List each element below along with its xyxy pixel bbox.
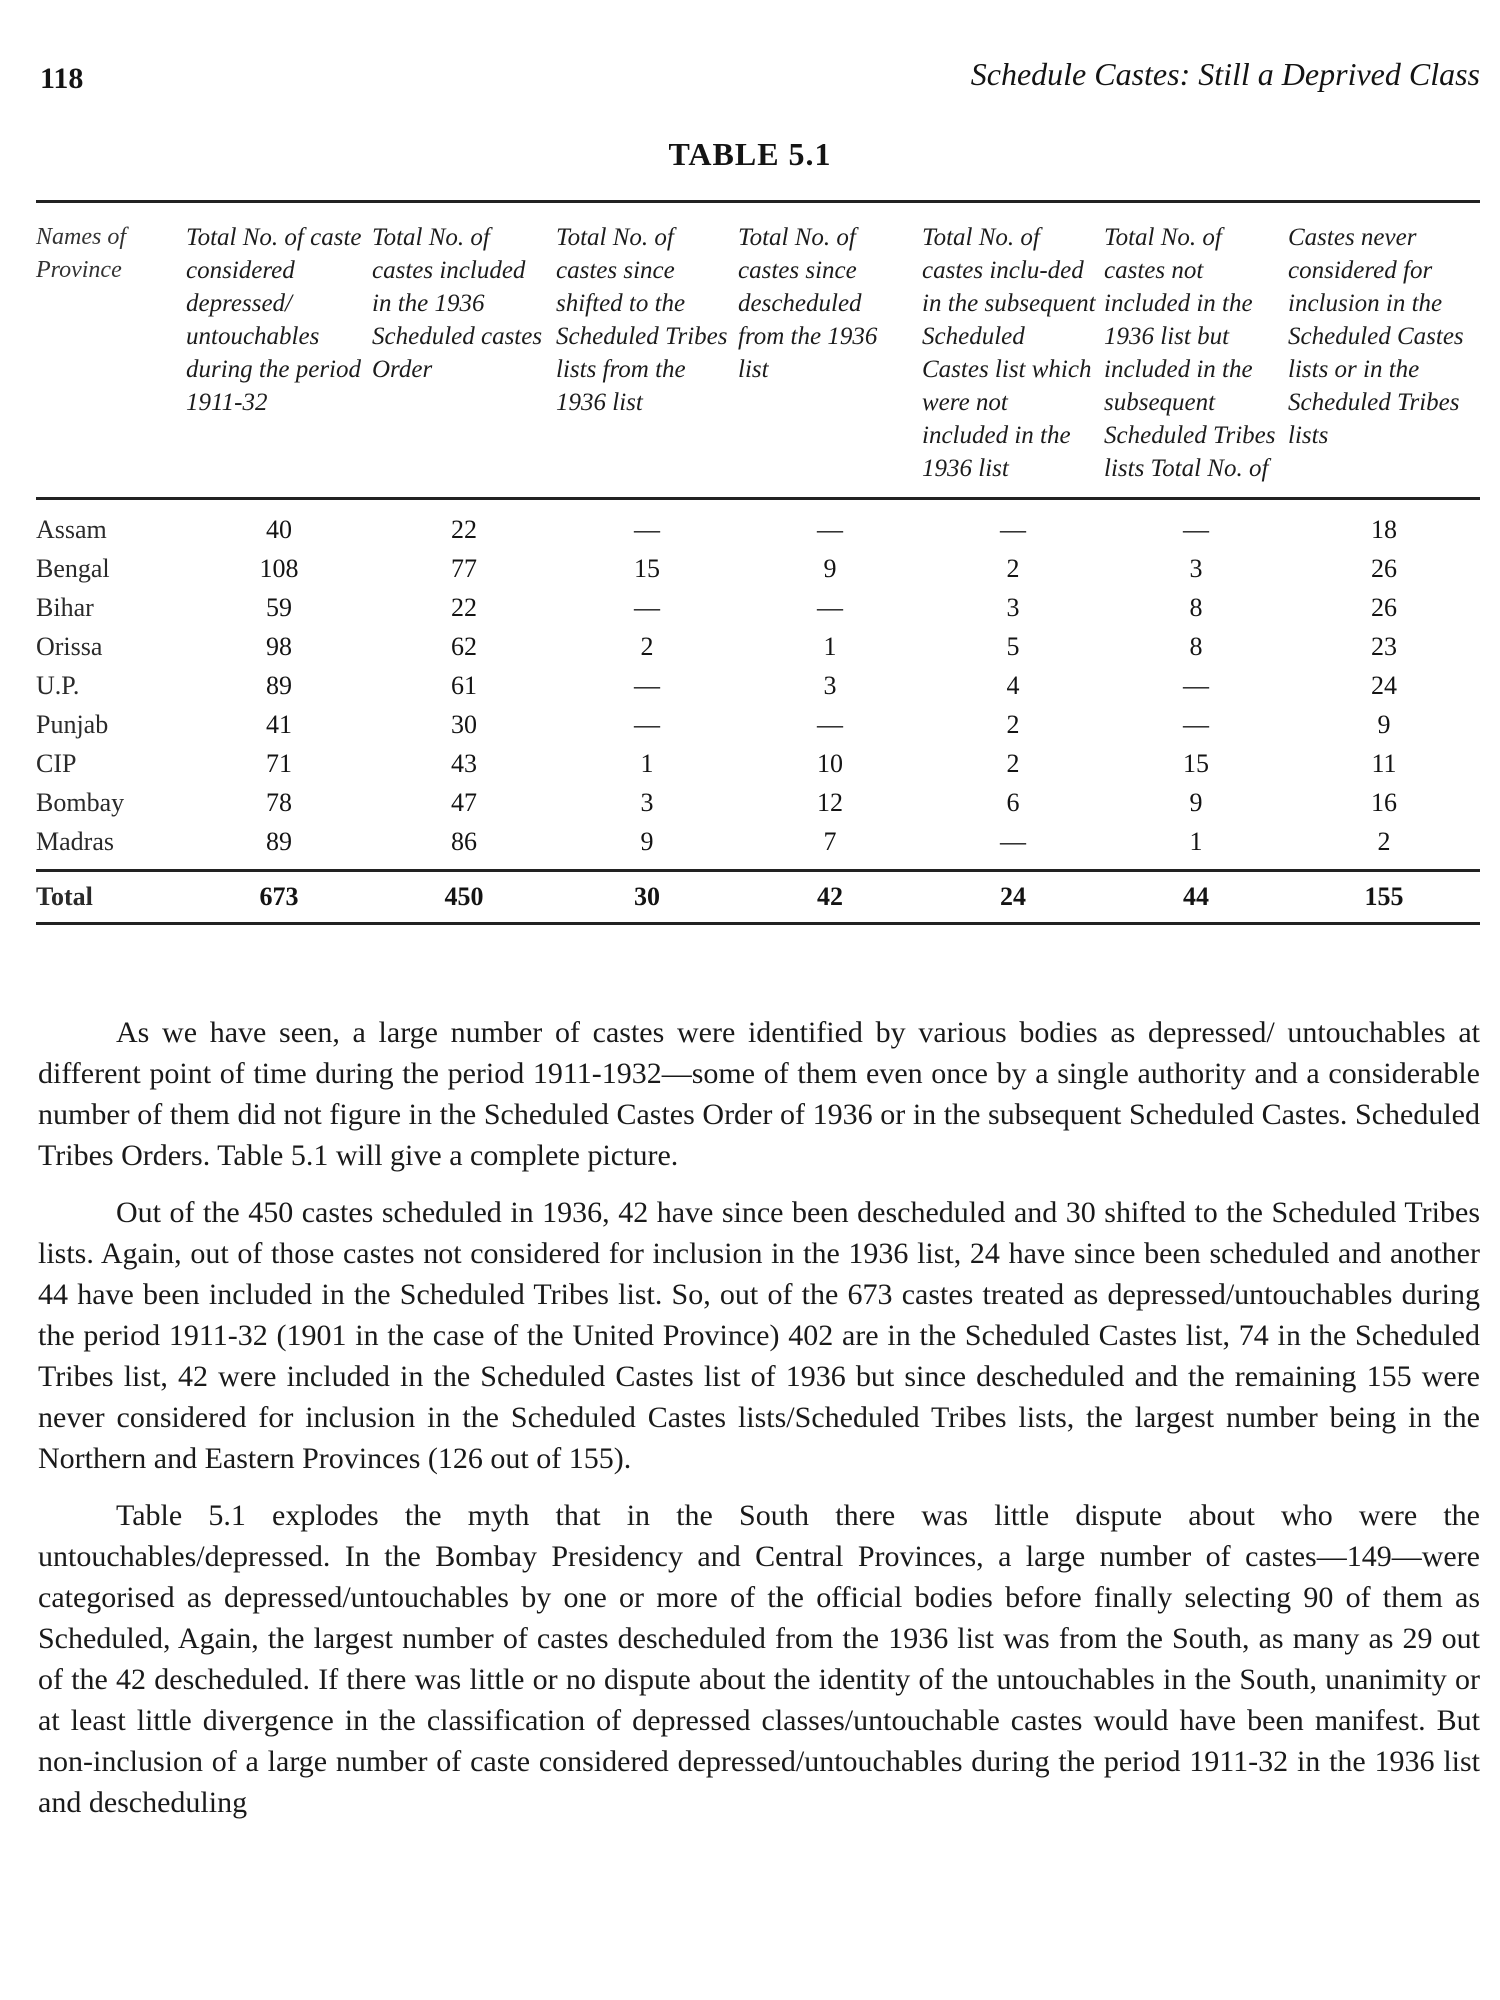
table-cell: 71	[266, 748, 292, 778]
paragraph: As we have seen, a large number of castes were identified by various bodies as depressed/ untouchables at different point of time during the period 1911-1932—some of them even once by a single authority and a considerable number of them did not figure in the Scheduled Castes Order of 1936 or in the subsequent Scheduled Castes. Scheduled Tribes Orders. Table 5.1 will give a complete picture.	[38, 1016, 1480, 1172]
table-cell: —	[1000, 826, 1026, 856]
column-header: Total No. of castes inclu-ded in the subsequent Scheduled Castes list which were not included in the 1936 list	[922, 202, 1104, 499]
table-cell: —	[1183, 709, 1209, 739]
province-cell: Bengal	[36, 553, 110, 583]
table-cell: 89	[266, 826, 292, 856]
table-row	[36, 549, 1480, 588]
province-cell: U.P.	[36, 670, 80, 700]
table-cell: —	[634, 709, 660, 739]
table-row	[36, 588, 1480, 627]
table-cell: 12	[817, 787, 843, 817]
table-container	[36, 200, 1480, 925]
total-cell: 155	[1288, 871, 1480, 924]
table-cell: —	[1000, 514, 1026, 544]
column-header: Total No. of castes included in the 1936 Scheduled castes Order	[372, 202, 556, 499]
table-cell: 61	[451, 670, 477, 700]
table-cell: 22	[451, 514, 477, 544]
table-cell: 47	[451, 787, 477, 817]
table-cell: 77	[451, 553, 477, 583]
table-cell: 9	[823, 553, 837, 583]
table-cell: 8	[1189, 631, 1203, 661]
column-header: Total No. of castes since shifted to the Scheduled Tribes lists from the 1936 list	[556, 202, 738, 499]
table-cell: —	[817, 592, 843, 622]
province-cell: CIP	[36, 748, 77, 778]
table-cell: 18	[1371, 514, 1397, 544]
total-cell: 42	[738, 871, 922, 924]
body-text	[38, 1012, 1480, 1839]
province-cell: Madras	[36, 826, 114, 856]
table-cell: 108	[259, 553, 299, 583]
total-cell: 673	[186, 871, 372, 924]
table-cell: 26	[1371, 553, 1397, 583]
column-header: Names of Province	[36, 202, 186, 499]
table-row	[36, 705, 1480, 744]
column-header: Total No. of castes since descheduled from the 1936 list	[738, 202, 922, 499]
table-cell: 10	[817, 748, 843, 778]
table-cell: 11	[1371, 748, 1397, 778]
table-cell: 30	[451, 709, 477, 739]
province-cell: Assam	[36, 514, 107, 544]
page-number: 118	[40, 62, 84, 95]
table-row	[36, 499, 1480, 550]
table-row	[36, 627, 1480, 666]
table-cell: —	[1183, 514, 1209, 544]
table-cell: 3	[1189, 553, 1203, 583]
table-cell: 5	[1006, 631, 1020, 661]
table-title: TABLE 5.1	[668, 136, 832, 172]
table-cell: 26	[1371, 592, 1397, 622]
table-cell: 3	[640, 787, 654, 817]
table-cell: 24	[1371, 670, 1397, 700]
table-cell: 59	[266, 592, 292, 622]
province-cell: Bihar	[36, 592, 94, 622]
total-label: Total	[36, 871, 186, 924]
table-row	[36, 783, 1480, 822]
paragraph: Table 5.1 explodes the myth that in the South there was little dispute about who were the untouchables/depressed. In the Bombay Presidency and Central Provinces, a large number of castes—149—were categorised as depressed/untouchables by one or more of the official bodies before finally selecting 90 of them as Scheduled, Again, the largest number of castes descheduled from the 1936 list was from the South, as many as 29 out of the 42 descheduled. If there was little or no dispute about the identity of the untouchables in the South, unanimity or at least little divergence in the classification of depressed classes/untouchable castes would have been manifest. But non-inclusion of a large number of caste considered depressed/untouchables during the period 1911-32 in the 1936 list and descheduling	[38, 1499, 1480, 1819]
total-cell: 450	[372, 871, 556, 924]
province-cell: Orissa	[36, 631, 103, 661]
column-header: Castes never considered for inclusion in the Scheduled Castes lists or in the Scheduled Tribes lists	[1288, 202, 1480, 499]
table-cell: —	[817, 514, 843, 544]
column-header: Total No. of caste considered depressed/ untouchables during the period 1911-32	[186, 202, 372, 499]
table-row	[36, 822, 1480, 871]
table-cell: 40	[266, 514, 292, 544]
table-cell: 1	[1189, 826, 1203, 856]
table-cell: —	[817, 709, 843, 739]
table-cell: 16	[1371, 787, 1397, 817]
table-cell: —	[634, 514, 660, 544]
table-total-row	[36, 871, 1480, 924]
total-cell: 30	[556, 871, 738, 924]
table-cell: 89	[266, 670, 292, 700]
table-cell: 9	[1189, 787, 1203, 817]
table-cell: 9	[640, 826, 654, 856]
table-cell: 15	[1183, 748, 1209, 778]
total-cell: 44	[1104, 871, 1288, 924]
total-cell: 24	[922, 871, 1104, 924]
table-cell: —	[1183, 670, 1209, 700]
table-cell: 9	[1377, 709, 1391, 739]
table-cell: 98	[266, 631, 292, 661]
table-cell: 41	[266, 709, 292, 739]
table-cell: 2	[1006, 748, 1020, 778]
table-header-row	[36, 202, 1480, 499]
table-cell: 22	[451, 592, 477, 622]
table-cell: 23	[1371, 631, 1397, 661]
running-head: Schedule Castes: Still a Deprived Class	[970, 56, 1480, 92]
table-cell: 1	[640, 748, 654, 778]
table-cell: 3	[1006, 592, 1020, 622]
table-cell: —	[634, 670, 660, 700]
table-cell: 2	[1006, 709, 1020, 739]
table-row	[36, 744, 1480, 783]
table-cell: 7	[823, 826, 837, 856]
paragraph: Out of the 450 castes scheduled in 1936, 42 have since been descheduled and 30 shifted to the Scheduled Tribes lists. Again, out of those castes not considered for inclusion in the 1936 list, 24 have since been scheduled and another 44 have been included in the Scheduled Tribes list. So, out of the 673 castes treated as depressed/untouchables during the period 1911-32 (1901 in the case of the United Province) 402 are in the Scheduled Castes list, 74 in the Scheduled Tribes list, 42 were included in the Scheduled Castes list of 1936 but since descheduled and the remaining 155 were never considered for inclusion in the Scheduled Castes lists/Scheduled Tribes lists, the largest number being in the Northern and Eastern Provinces (126 out of 155).	[38, 1196, 1480, 1475]
table-cell: 62	[451, 631, 477, 661]
table-cell: 43	[451, 748, 477, 778]
province-cell: Bombay	[36, 787, 125, 817]
table-cell: 86	[451, 826, 477, 856]
table-cell: 2	[1377, 826, 1391, 856]
table-cell: 2	[640, 631, 654, 661]
table-cell: 2	[1006, 553, 1020, 583]
column-header: Total No. of castes not included in the 1936 list but included in the subsequent Scheduled Tribes lists Total No. of	[1104, 202, 1288, 499]
table-cell: 8	[1189, 592, 1203, 622]
table-cell: 3	[823, 670, 837, 700]
data-table	[36, 200, 1480, 925]
table-cell: 1	[823, 631, 837, 661]
province-cell: Punjab	[36, 709, 109, 739]
table-row	[36, 666, 1480, 705]
table-cell: 6	[1006, 787, 1020, 817]
table-cell: 4	[1006, 670, 1020, 700]
table-cell: —	[634, 592, 660, 622]
table-cell: 78	[266, 787, 292, 817]
table-cell: 15	[634, 553, 660, 583]
